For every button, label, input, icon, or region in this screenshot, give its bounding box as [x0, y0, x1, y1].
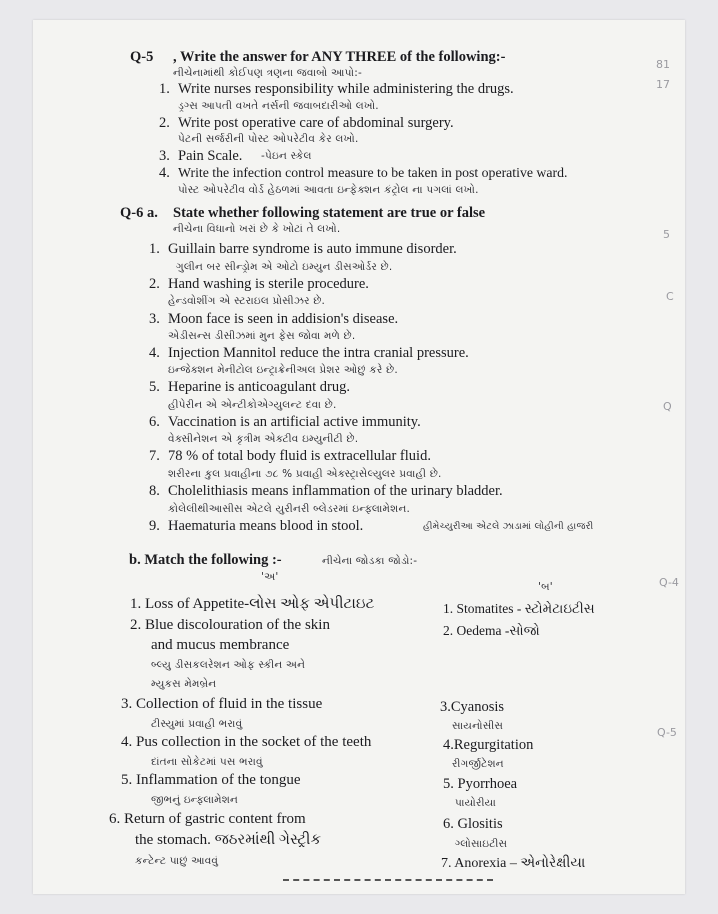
column-a-line-gu: દાંતના સોકેટમાં પસ ભરાવું [151, 756, 263, 768]
q6a-item-text: 78 % of total body fluid is extracellular fluid. [168, 448, 431, 464]
q5-item-text: Write the infection control measure to be taken in post operative ward. [178, 165, 568, 180]
q6a-item-text: Injection Mannitol reduce the intra cranial pressure. [168, 345, 469, 361]
q5-item-number: 3. [159, 148, 170, 164]
q5-number: Q-5 [130, 49, 154, 65]
column-b-line-gu: ગ્લોસાઇટીસ [455, 838, 508, 850]
q6a-item-number: 4. [149, 345, 160, 361]
q5-item-text: Pain Scale. [178, 148, 243, 164]
column-a-line: 4. Pus collection in the socket of the teeth [121, 734, 372, 750]
q6b-title: b. Match the following :- [129, 552, 282, 568]
q6a-item-text: Haematuria means blood in stool. [168, 518, 364, 534]
q6a-item-number: 3. [149, 311, 160, 327]
column-a-line: and mucus membrance [151, 637, 290, 653]
q6a-item-text-gu: કોલેલીથીઆસીસ એટલે યુરીનરી બ્લેડરમાં ઇન્ફ્લામેશન. [168, 503, 411, 515]
q6a-title-gu: નીચેના વિધાનો ખરાં છે કે ખોટાં તે લખો. [173, 223, 341, 235]
column-a-heading: 'અ' [261, 571, 279, 583]
column-a-line: 5. Inflammation of the tongue [121, 772, 301, 788]
q6b-title-gu: નીચેના જોડકા જોડો:- [322, 555, 418, 567]
exam-page [33, 20, 685, 894]
q6a-item-text: Hand washing is sterile procedure. [168, 276, 369, 292]
column-a-line-gu: કન્ટેન્ટ પાછું આવવું [135, 855, 219, 867]
q5-item-number: 4. [159, 165, 170, 181]
q5-item-number: 2. [159, 115, 170, 131]
column-b-line-gu: રીગર્જીટેશન [452, 758, 504, 770]
q5-title: , Write the answer for ANY THREE of the following:- [173, 49, 506, 65]
q6a-item-text: Moon face is seen in addision's disease. [168, 311, 399, 327]
column-b-line: 3.Cyanosis [440, 699, 505, 715]
column-a-line-gu: ટીસ્યુમાં પ્રવાહી ભરાવું [151, 718, 243, 730]
q6a-item-text-gu: હીપેરીન એ એન્ટીકોએગ્યુલન્ટ દવા છે. [168, 399, 337, 411]
q6a-title: State whether following statement are true or false [173, 205, 486, 221]
column-a-line: the stomach. જઠરમાંથી ગેસ્ટ્રીક [135, 832, 322, 848]
q6a-item-text-gu: ઇન્જેક્શન મેનીટોલ ઇન્ટ્રાક્રેનીઅલ પ્રેશર ઓછું કરે છે. [168, 364, 398, 376]
q6a-item-number: 6. [149, 414, 160, 430]
q5-item-text-gu: -પેઇન સ્કેલ [261, 150, 312, 162]
q5-item-text: Write nurses responsibility while administering the drugs. [178, 81, 514, 97]
q6a-item-text-gu: હેન્ડવોશીંગ એ સ્ટરાઇલ પ્રોસીઝર છે. [168, 295, 326, 307]
column-a-line: 3. Collection of fluid in the tissue [121, 696, 323, 712]
column-a-line: 2. Blue discolouration of the skin [130, 617, 330, 633]
column-b-line: 2. Oedema -સોજો [443, 623, 540, 638]
column-b-line: 1. Stomatites - સ્ટોમેટાઇટીસ [443, 601, 595, 616]
column-a-line-gu: મ્યુકસ મેમબ્રેન [151, 678, 217, 690]
column-b-line-gu: પાયોરીયા [455, 797, 497, 809]
margin-mark: C [666, 290, 674, 303]
q6a-item-number: 7. [149, 448, 160, 464]
column-a-line-gu: જીભનું ઇન્ફ્લામેશન [151, 794, 239, 806]
column-b-line-gu: સાયનોસીસ [452, 720, 504, 732]
column-a-line: 1. Loss of Appetite-લોસ ઓફ એપીટાઇટ [130, 596, 375, 612]
q5-item-number: 1. [159, 81, 170, 97]
q6a-item-text: Guillain barre syndrome is auto immune disorder. [168, 241, 457, 257]
q6a-item-text-gu: શરીરના કુલ પ્રવાહીના ૭૮ % પ્રવાહી એક્સ્ટ્રાસેલ્યુલર પ્રવાહી છે. [168, 468, 442, 480]
q6a-item-text-gu: હીમેચ્યુરીઆ એટલે ઝાડામાં લોહીની હાજરી [423, 521, 594, 532]
q6a-item-text: Cholelithiasis means inflammation of the urinary bladder. [168, 483, 503, 499]
column-b-line: 4.Regurgitation [443, 737, 534, 753]
column-a-line-gu: બ્લ્યુ ડીસકલરેશન ઓફ સ્કીન અને [151, 659, 306, 671]
margin-mark: Q-4 [659, 576, 679, 589]
q6a-item-number: 8. [149, 483, 160, 499]
margin-mark: 81 [656, 58, 670, 71]
q6a-item-number: 1. [149, 241, 160, 257]
q6a-item-text: Vaccination is an artificial active immunity. [168, 414, 421, 430]
q5-item-text-gu: ડ્રગ્સ આપતી વખતે નર્સની જવાબદારીઓ લખો. [178, 100, 379, 112]
column-b-line: 6. Glositis [443, 816, 503, 832]
margin-mark: 17 [656, 78, 670, 91]
q6a-item-number: 2. [149, 276, 160, 292]
margin-mark: Q-5 [657, 726, 677, 739]
q6a-item-text-gu: વેક્સીનેશન એ કૃત્રીમ એક્ટીવ ઇમ્યુનીટી છે. [168, 433, 359, 445]
column-a-line: 6. Return of gastric content from [109, 811, 306, 827]
q6a-item-number: 5. [149, 379, 160, 395]
q5-item-text-gu: પોસ્ટ ઓપરેટીવ વોર્ડ હેઠળમાં આવતા ઇન્ફેક્શન કંટ્રોલ ના પગલાં લખો. [178, 184, 479, 196]
q5-item-text: Write post operative care of abdominal surgery. [178, 115, 454, 131]
q6a-item-text-gu: ગુલીન બર સીન્ડ્રોમ એ ઓટો ઇમ્યુન ડીસઓર્ડર છે. [176, 261, 393, 273]
q5-item-text-gu: પેટની સર્જરીની પોસ્ટ ઓપરેટીવ કેર લખો. [178, 133, 359, 145]
end-divider [283, 879, 493, 881]
q5-title-gu: નીચેનામાંથી કોઈપણ ત્રણના જવાબો આપો:- [173, 67, 362, 79]
column-b-line: 5. Pyorrhoea [443, 776, 518, 792]
margin-mark: 5 [663, 228, 670, 241]
column-b-line: 7. Anorexia – એનોરેક્ષીયા [441, 856, 586, 871]
column-b-heading: 'બ' [538, 581, 553, 593]
q6a-item-text: Heparine is anticoagulant drug. [168, 379, 350, 395]
q6a-number: Q-6 a. [120, 205, 158, 221]
q6a-item-number: 9. [149, 518, 160, 534]
margin-mark: Q [663, 400, 672, 413]
q6a-item-text-gu: એડીસન્સ ડીસીઝમાં મુન ફેસ જોવા મળે છે. [168, 330, 356, 342]
